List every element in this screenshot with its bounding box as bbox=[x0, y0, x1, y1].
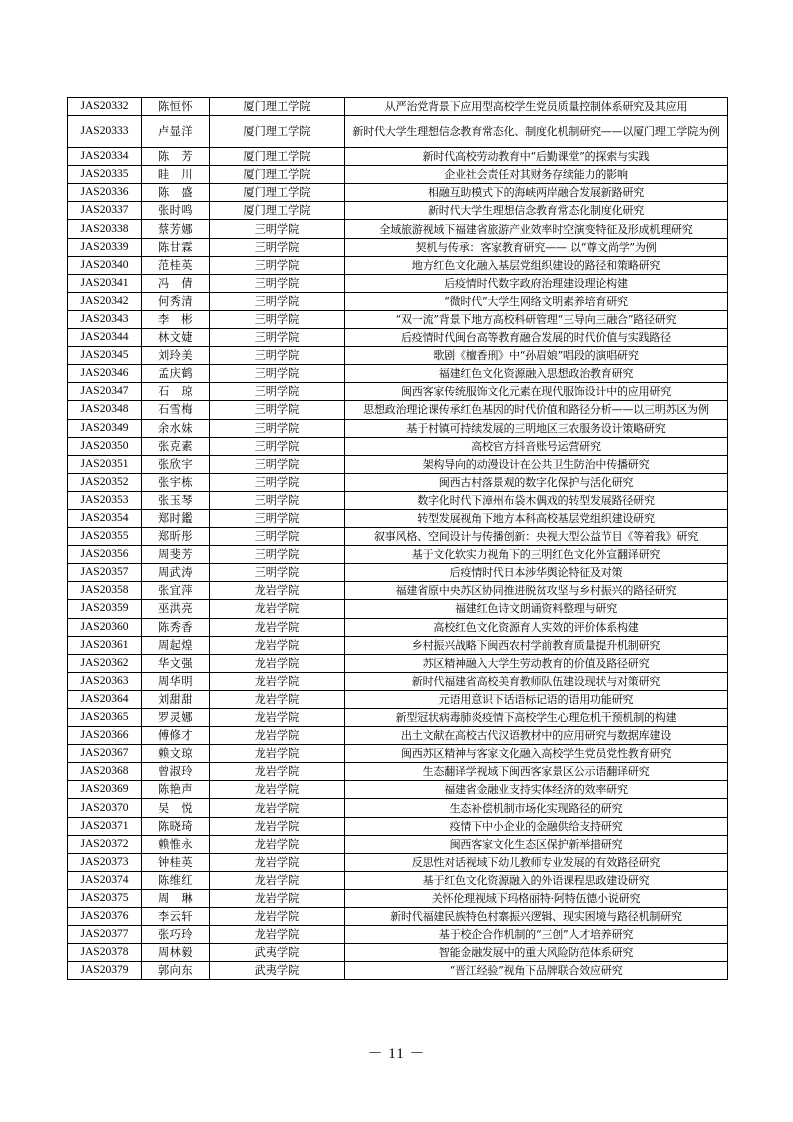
leader-name-cell: 张宇栋 bbox=[142, 473, 210, 491]
leader-name-cell: 何秀清 bbox=[142, 292, 210, 310]
school-cell: 三明学院 bbox=[210, 365, 345, 383]
school-cell: 龙岩学院 bbox=[210, 853, 345, 871]
leader-name-cell: 吴 悦 bbox=[142, 799, 210, 817]
project-title-cell: 出土文献在高校古代汉语教材中的应用研究与数据库建设 bbox=[345, 727, 728, 745]
leader-name-cell: 卢显洋 bbox=[142, 116, 210, 148]
school-cell: 三明学院 bbox=[210, 274, 345, 292]
project-code-cell: JAS20357 bbox=[68, 564, 142, 582]
project-code-cell: JAS20333 bbox=[68, 116, 142, 148]
table-row bbox=[68, 202, 728, 220]
project-code-cell: JAS20340 bbox=[68, 256, 142, 274]
leader-name-cell: 郭向东 bbox=[142, 962, 210, 980]
project-title-cell: 新时代大学生理想信念教育常态化制度化研究 bbox=[345, 202, 728, 220]
table-row bbox=[68, 184, 728, 202]
leader-name-cell: 刘玲美 bbox=[142, 347, 210, 365]
leader-name-cell: 李 彬 bbox=[142, 310, 210, 328]
project-code-cell: JAS20369 bbox=[68, 781, 142, 799]
leader-name-cell: 李云轩 bbox=[142, 908, 210, 926]
table-row bbox=[68, 636, 728, 654]
leader-name-cell: 罗灵娜 bbox=[142, 709, 210, 727]
project-title-cell: 福建红色文化资源融入思想政治教育研究 bbox=[345, 365, 728, 383]
table-row bbox=[68, 437, 728, 455]
table-row bbox=[68, 509, 728, 527]
table-row bbox=[68, 853, 728, 871]
project-code-cell: JAS20342 bbox=[68, 292, 142, 310]
project-code-cell: JAS20372 bbox=[68, 835, 142, 853]
leader-name-cell: 陈 芳 bbox=[142, 148, 210, 166]
table-row bbox=[68, 672, 728, 690]
project-title-cell: 基于红色文化资源融入的外语课程思政建设研究 bbox=[345, 871, 728, 889]
project-code-cell: JAS20351 bbox=[68, 455, 142, 473]
project-code-cell: JAS20371 bbox=[68, 817, 142, 835]
leader-name-cell: 赖惟永 bbox=[142, 835, 210, 853]
table-row bbox=[68, 817, 728, 835]
project-title-cell: 思想政治理论课传承红色基因的时代价值和路径分析——以三明苏区为例 bbox=[345, 401, 728, 419]
project-code-cell: JAS20358 bbox=[68, 582, 142, 600]
school-cell: 龙岩学院 bbox=[210, 618, 345, 636]
project-title-cell: 从严治党背景下应用型高校学生党员质量控制体系研究及其应用 bbox=[345, 98, 728, 116]
leader-name-cell: 周武涛 bbox=[142, 564, 210, 582]
project-title-cell: 闽西古村落景观的数字化保护与活化研究 bbox=[345, 473, 728, 491]
leader-name-cell: 孟庆鹤 bbox=[142, 365, 210, 383]
project-title-cell: “晋江经验”视角下品牌联合效应研究 bbox=[345, 962, 728, 980]
table-row bbox=[68, 473, 728, 491]
project-title-cell: 高校官方抖音账号运营研究 bbox=[345, 437, 728, 455]
project-code-cell: JAS20337 bbox=[68, 202, 142, 220]
project-title-cell: 高校红色文化资源育人实效的评价体系构建 bbox=[345, 618, 728, 636]
project-title-cell: 后疫情时代数字政府治理建设理论构建 bbox=[345, 274, 728, 292]
leader-name-cell: 张巧玲 bbox=[142, 926, 210, 944]
leader-name-cell: 赖文琼 bbox=[142, 745, 210, 763]
table-row bbox=[68, 727, 728, 745]
project-title-cell: 基于校企合作机制的“三创”人才培养研究 bbox=[345, 926, 728, 944]
leader-name-cell: 陈甘霖 bbox=[142, 238, 210, 256]
project-code-cell: JAS20350 bbox=[68, 437, 142, 455]
school-cell: 龙岩学院 bbox=[210, 871, 345, 889]
project-code-cell: JAS20343 bbox=[68, 310, 142, 328]
table-row bbox=[68, 148, 728, 166]
table-row bbox=[68, 564, 728, 582]
project-code-cell: JAS20345 bbox=[68, 347, 142, 365]
project-code-cell: JAS20361 bbox=[68, 636, 142, 654]
table-row bbox=[68, 98, 728, 116]
table-row bbox=[68, 491, 728, 509]
school-cell: 三明学院 bbox=[210, 509, 345, 527]
school-cell: 三明学院 bbox=[210, 220, 345, 238]
project-code-cell: JAS20370 bbox=[68, 799, 142, 817]
school-cell: 三明学院 bbox=[210, 238, 345, 256]
project-title-cell: 转型发展视角下地方本科高校基层党组织建设研究 bbox=[345, 509, 728, 527]
project-title-cell: 数字化时代下漳州布袋木偶戏的转型发展路径研究 bbox=[345, 491, 728, 509]
school-cell: 龙岩学院 bbox=[210, 926, 345, 944]
table-row bbox=[68, 835, 728, 853]
project-title-cell: 基于文化软实力视角下的三明红色文化外宣翻译研究 bbox=[345, 546, 728, 564]
leader-name-cell: 蔡芳娜 bbox=[142, 220, 210, 238]
project-title-cell: “微时代”大学生网络文明素养培育研究 bbox=[345, 292, 728, 310]
table-row bbox=[68, 365, 728, 383]
leader-name-cell: 眭 川 bbox=[142, 166, 210, 184]
leader-name-cell: 巫洪亮 bbox=[142, 600, 210, 618]
school-cell: 三明学院 bbox=[210, 347, 345, 365]
school-cell: 三明学院 bbox=[210, 292, 345, 310]
table-row bbox=[68, 582, 728, 600]
school-cell: 龙岩学院 bbox=[210, 600, 345, 618]
project-title-cell: 新型冠状病毒肺炎疫情下高校学生心理危机干预机制的构建 bbox=[345, 709, 728, 727]
project-title-cell: 闽西客家文化生态区保护新举措研究 bbox=[345, 835, 728, 853]
project-code-cell: JAS20377 bbox=[68, 926, 142, 944]
project-title-cell: 苏区精神融入大学生劳动教育的价值及路径研究 bbox=[345, 654, 728, 672]
project-title-cell: 后疫情时代闽台高等教育融合发展的时代价值与实践路径 bbox=[345, 329, 728, 347]
project-title-cell: 架构导向的动漫设计在公共卫生防治中传播研究 bbox=[345, 455, 728, 473]
school-cell: 龙岩学院 bbox=[210, 672, 345, 690]
leader-name-cell: 郑昕彤 bbox=[142, 528, 210, 546]
project-title-cell: 相融互助模式下的海峡两岸融合发展新路研究 bbox=[345, 184, 728, 202]
leader-name-cell: 范桂英 bbox=[142, 256, 210, 274]
school-cell: 龙岩学院 bbox=[210, 889, 345, 907]
school-cell: 三明学院 bbox=[210, 473, 345, 491]
project-code-cell: JAS20348 bbox=[68, 401, 142, 419]
project-code-cell: JAS20373 bbox=[68, 853, 142, 871]
leader-name-cell: 张克素 bbox=[142, 437, 210, 455]
leader-name-cell: 周华明 bbox=[142, 672, 210, 690]
leader-name-cell: 林文婕 bbox=[142, 329, 210, 347]
project-code-cell: JAS20366 bbox=[68, 727, 142, 745]
leader-name-cell: 周斐芳 bbox=[142, 546, 210, 564]
project-title-cell: 闽西客家传统服饰文化元素在现代服饰设计中的应用研究 bbox=[345, 383, 728, 401]
leader-name-cell: 张时鸣 bbox=[142, 202, 210, 220]
project-code-cell: JAS20346 bbox=[68, 365, 142, 383]
leader-name-cell: 张宜萍 bbox=[142, 582, 210, 600]
project-title-cell: 生态补偿机制市场化实现路径的研究 bbox=[345, 799, 728, 817]
school-cell: 龙岩学院 bbox=[210, 908, 345, 926]
table-row bbox=[68, 944, 728, 962]
school-cell: 龙岩学院 bbox=[210, 781, 345, 799]
project-code-cell: JAS20354 bbox=[68, 509, 142, 527]
school-cell: 龙岩学院 bbox=[210, 654, 345, 672]
school-cell: 三明学院 bbox=[210, 528, 345, 546]
table-row bbox=[68, 763, 728, 781]
school-cell: 龙岩学院 bbox=[210, 763, 345, 781]
table-row bbox=[68, 329, 728, 347]
table-row bbox=[68, 238, 728, 256]
table-row bbox=[68, 889, 728, 907]
project-code-cell: JAS20356 bbox=[68, 546, 142, 564]
school-cell: 三明学院 bbox=[210, 491, 345, 509]
school-cell: 三明学院 bbox=[210, 401, 345, 419]
project-code-cell: JAS20339 bbox=[68, 238, 142, 256]
project-code-cell: JAS20374 bbox=[68, 871, 142, 889]
project-title-cell: 全域旅游视域下福建省旅游产业效率时空演变特征及形成机理研究 bbox=[345, 220, 728, 238]
project-code-cell: JAS20362 bbox=[68, 654, 142, 672]
project-title-cell: 基于村镇可持续发展的三明地区三农服务设计策略研究 bbox=[345, 419, 728, 437]
leader-name-cell: 石 琼 bbox=[142, 383, 210, 401]
project-code-cell: JAS20344 bbox=[68, 329, 142, 347]
project-code-cell: JAS20355 bbox=[68, 528, 142, 546]
leader-name-cell: 余水妹 bbox=[142, 419, 210, 437]
table-row bbox=[68, 274, 728, 292]
leader-name-cell: 周林毅 bbox=[142, 944, 210, 962]
table-row bbox=[68, 401, 728, 419]
table-row bbox=[68, 600, 728, 618]
leader-name-cell: 张欣宇 bbox=[142, 455, 210, 473]
table-row bbox=[68, 455, 728, 473]
project-title-cell: 生态翻译学视域下闽西客家景区公示语翻译研究 bbox=[345, 763, 728, 781]
project-code-cell: JAS20349 bbox=[68, 419, 142, 437]
page-number: － 11 － bbox=[367, 1046, 426, 1062]
project-code-cell: JAS20365 bbox=[68, 709, 142, 727]
project-code-cell: JAS20353 bbox=[68, 491, 142, 509]
table-row bbox=[68, 166, 728, 184]
school-cell: 龙岩学院 bbox=[210, 835, 345, 853]
table-row bbox=[68, 383, 728, 401]
school-cell: 三明学院 bbox=[210, 383, 345, 401]
leader-name-cell: 郑时鑑 bbox=[142, 509, 210, 527]
project-code-cell: JAS20368 bbox=[68, 763, 142, 781]
leader-name-cell: 陈晓琦 bbox=[142, 817, 210, 835]
project-title-cell: 企业社会责任对其财务存续能力的影响 bbox=[345, 166, 728, 184]
school-cell: 龙岩学院 bbox=[210, 636, 345, 654]
table-row bbox=[68, 745, 728, 763]
project-code-cell: JAS20335 bbox=[68, 166, 142, 184]
school-cell: 三明学院 bbox=[210, 564, 345, 582]
project-title-cell: 反思性对话视域下幼儿教师专业发展的有效路径研究 bbox=[345, 853, 728, 871]
table-row bbox=[68, 962, 728, 980]
project-code-cell: JAS20378 bbox=[68, 944, 142, 962]
school-cell: 武夷学院 bbox=[210, 944, 345, 962]
school-cell: 龙岩学院 bbox=[210, 817, 345, 835]
table-row bbox=[68, 310, 728, 328]
project-title-cell: 福建红色诗文朗诵资料整理与研究 bbox=[345, 600, 728, 618]
leader-name-cell: 陈 盛 bbox=[142, 184, 210, 202]
school-cell: 三明学院 bbox=[210, 329, 345, 347]
project-code-cell: JAS20379 bbox=[68, 962, 142, 980]
project-code-cell: JAS20336 bbox=[68, 184, 142, 202]
school-cell: 三明学院 bbox=[210, 310, 345, 328]
table-row bbox=[68, 292, 728, 310]
project-code-cell: JAS20332 bbox=[68, 98, 142, 116]
project-code-cell: JAS20367 bbox=[68, 745, 142, 763]
project-title-cell: 后疫情时代日本涉华舆论特征及对策 bbox=[345, 564, 728, 582]
leader-name-cell: 周 琳 bbox=[142, 889, 210, 907]
project-title-cell: 新时代高校劳动教育中“后勤课堂”的探索与实践 bbox=[345, 148, 728, 166]
school-cell: 龙岩学院 bbox=[210, 690, 345, 708]
leader-name-cell: 冯 倩 bbox=[142, 274, 210, 292]
table-row bbox=[68, 419, 728, 437]
table-row bbox=[68, 618, 728, 636]
project-code-cell: JAS20338 bbox=[68, 220, 142, 238]
school-cell: 三明学院 bbox=[210, 437, 345, 455]
leader-name-cell: 石雪梅 bbox=[142, 401, 210, 419]
school-cell: 三明学院 bbox=[210, 455, 345, 473]
project-code-cell: JAS20364 bbox=[68, 690, 142, 708]
project-title-cell: 新时代福建民族特色村寨振兴逻辑、现实困境与路径机制研究 bbox=[345, 908, 728, 926]
leader-name-cell: 陈秀香 bbox=[142, 618, 210, 636]
school-cell: 龙岩学院 bbox=[210, 799, 345, 817]
leader-name-cell: 钟桂英 bbox=[142, 853, 210, 871]
table-row bbox=[68, 908, 728, 926]
project-title-cell: 元语用意识下话语标记语的语用功能研究 bbox=[345, 690, 728, 708]
school-cell: 厦门理工学院 bbox=[210, 98, 345, 116]
project-code-cell: JAS20375 bbox=[68, 889, 142, 907]
school-cell: 龙岩学院 bbox=[210, 582, 345, 600]
project-title-cell: 福建省原中央苏区协同推进脱贫攻坚与乡村振兴的路径研究 bbox=[345, 582, 728, 600]
table-row bbox=[68, 799, 728, 817]
leader-name-cell: 陈恒怀 bbox=[142, 98, 210, 116]
project-title-cell: 关怀伦理视域下玛格丽特·阿特伍德小说研究 bbox=[345, 889, 728, 907]
project-title-cell: 新时代福建省高校美育教师队伍建设现状与对策研究 bbox=[345, 672, 728, 690]
project-title-cell: 乡村振兴战略下闽西农村学前教育质量提升机制研究 bbox=[345, 636, 728, 654]
school-cell: 三明学院 bbox=[210, 546, 345, 564]
project-title-cell: 疫情下中小企业的金融供给支持研究 bbox=[345, 817, 728, 835]
table-row bbox=[68, 654, 728, 672]
project-code-cell: JAS20334 bbox=[68, 148, 142, 166]
table-row bbox=[68, 690, 728, 708]
leader-name-cell: 华文强 bbox=[142, 654, 210, 672]
project-code-cell: JAS20360 bbox=[68, 618, 142, 636]
project-title-cell: 福建省金融业支持实体经济的效率研究 bbox=[345, 781, 728, 799]
table-row bbox=[68, 926, 728, 944]
project-code-cell: JAS20363 bbox=[68, 672, 142, 690]
leader-name-cell: 周起煌 bbox=[142, 636, 210, 654]
project-title-cell: 闽西苏区精神与客家文化融入高校学生党员党性教育研究 bbox=[345, 745, 728, 763]
table-row bbox=[68, 709, 728, 727]
table-row bbox=[68, 528, 728, 546]
project-title-cell: 契机与传承：客家教育研究—— 以“尊文尚学”为例 bbox=[345, 238, 728, 256]
project-title-cell: “双一流”背景下地方高校科研管理“三导向三融合”路径研究 bbox=[345, 310, 728, 328]
table-row bbox=[68, 347, 728, 365]
leader-name-cell: 傅修才 bbox=[142, 727, 210, 745]
table-row bbox=[68, 220, 728, 238]
table-row bbox=[68, 871, 728, 889]
school-cell: 三明学院 bbox=[210, 256, 345, 274]
leader-name-cell: 曾淑玲 bbox=[142, 763, 210, 781]
school-cell: 厦门理工学院 bbox=[210, 184, 345, 202]
project-code-cell: JAS20341 bbox=[68, 274, 142, 292]
school-cell: 龙岩学院 bbox=[210, 745, 345, 763]
project-code-cell: JAS20347 bbox=[68, 383, 142, 401]
project-code-cell: JAS20376 bbox=[68, 908, 142, 926]
table-row bbox=[68, 116, 728, 148]
school-cell: 龙岩学院 bbox=[210, 709, 345, 727]
leader-name-cell: 陈维红 bbox=[142, 871, 210, 889]
project-title-cell: 新时代大学生理想信念教育常态化、制度化机制研究——以厦门理工学院为例 bbox=[345, 116, 728, 148]
project-code-cell: JAS20359 bbox=[68, 600, 142, 618]
project-title-cell: 叙事风格、空间设计与传播创新：央视大型公益节目《等着我》研究 bbox=[345, 528, 728, 546]
school-cell: 厦门理工学院 bbox=[210, 116, 345, 148]
leader-name-cell: 刘甜甜 bbox=[142, 690, 210, 708]
school-cell: 武夷学院 bbox=[210, 962, 345, 980]
school-cell: 厦门理工学院 bbox=[210, 166, 345, 184]
school-cell: 厦门理工学院 bbox=[210, 202, 345, 220]
leader-name-cell: 张玉琴 bbox=[142, 491, 210, 509]
project-code-cell: JAS20352 bbox=[68, 473, 142, 491]
project-title-cell: 智能金融发展中的重大风险防范体系研究 bbox=[345, 944, 728, 962]
project-title-cell: 地方红色文化融入基层党组织建设的路径和策略研究 bbox=[345, 256, 728, 274]
table-row bbox=[68, 256, 728, 274]
school-cell: 龙岩学院 bbox=[210, 727, 345, 745]
project-title-cell: 歌剧《檀香刑》中“孙眉娘”唱段的演唱研究 bbox=[345, 347, 728, 365]
leader-name-cell: 陈艳声 bbox=[142, 781, 210, 799]
school-cell: 三明学院 bbox=[210, 419, 345, 437]
table-row bbox=[68, 781, 728, 799]
table-row bbox=[68, 546, 728, 564]
school-cell: 厦门理工学院 bbox=[210, 148, 345, 166]
project-table bbox=[67, 97, 728, 980]
